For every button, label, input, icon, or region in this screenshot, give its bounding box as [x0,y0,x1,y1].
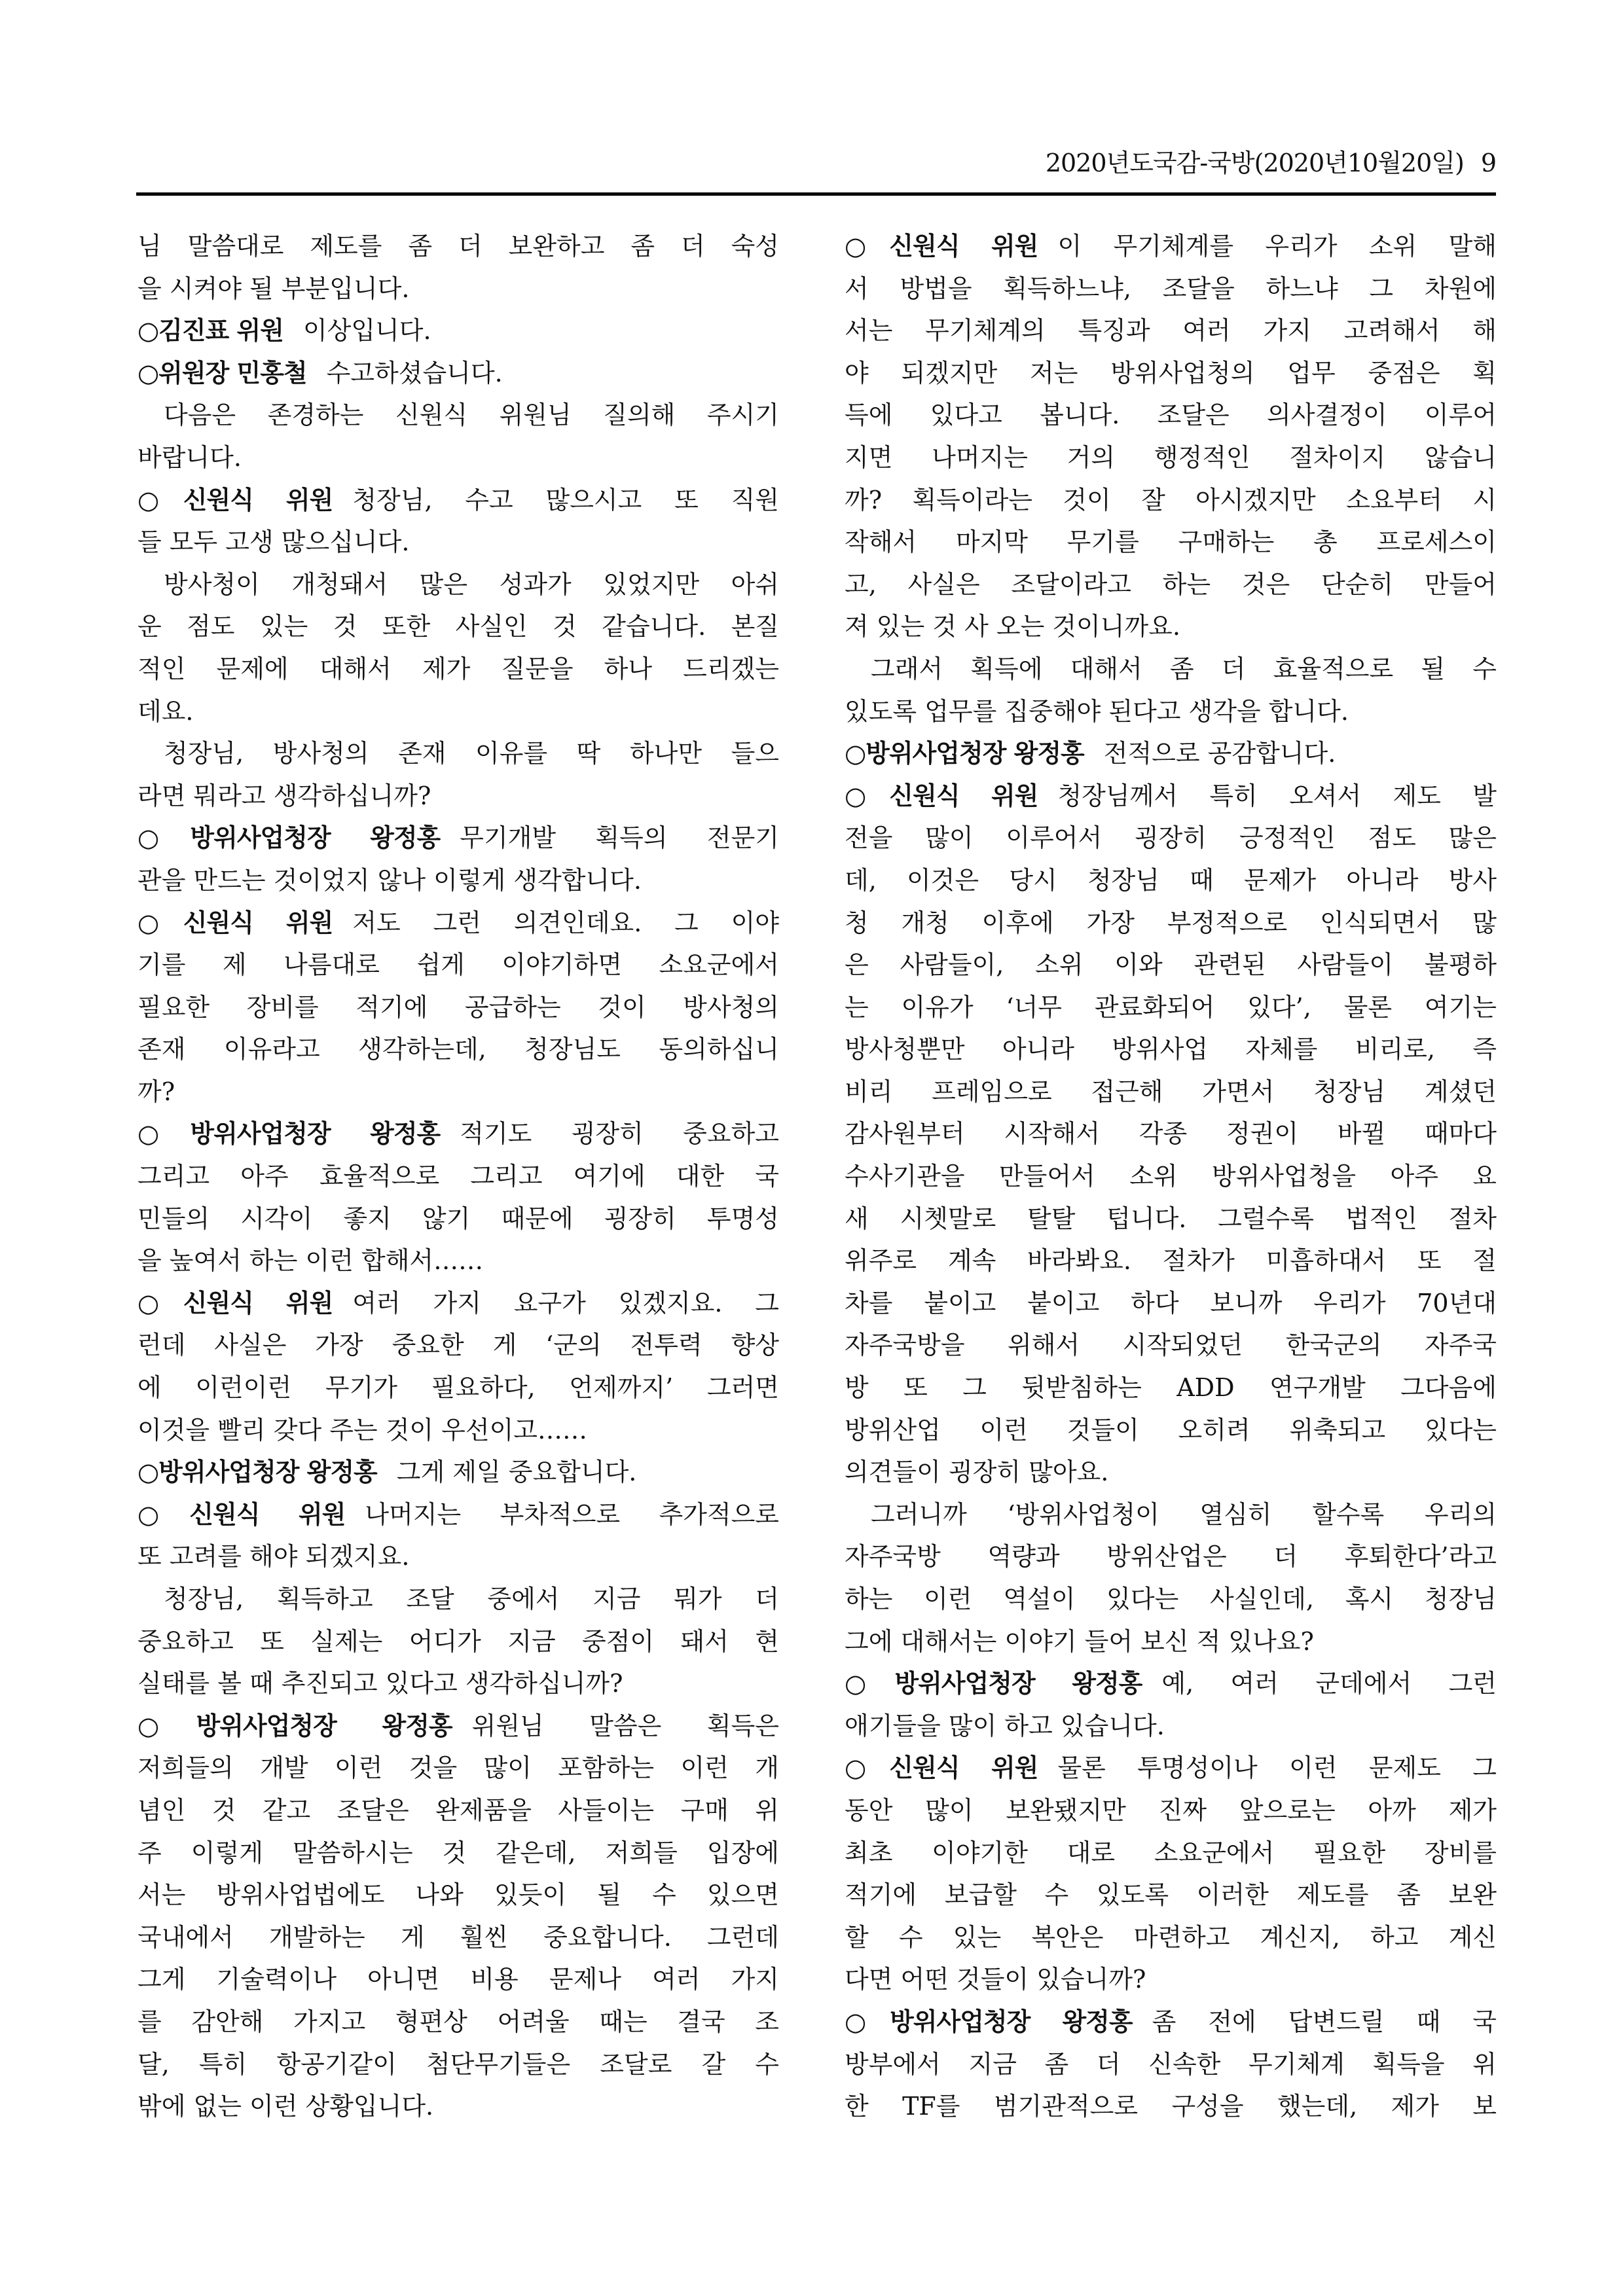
line-text: 청장님, 방사청의 존재 이유를 딱 하나만 들으 [164,739,779,768]
line-text: 무기개발 획득의 전문기 [460,823,779,853]
text-line [845,1958,1497,2001]
text-line [137,521,779,564]
line-text: 서는 방위사업법에도 나와 있듯이 될 수 있으면 [137,1880,779,1910]
header-rule [136,192,1496,196]
speaker-name: ○신원식 위원 [137,908,333,937]
line-text: 이것을 빨리 갖다 주는 것이 우선이고…… [137,1415,588,1444]
text-line [137,691,779,733]
speaker-line [137,1113,779,1155]
speaker-name: ○방위사업청장 왕정홍 [137,1711,452,1740]
text-line [137,775,779,817]
text-line [845,859,1497,902]
line-text: 방사청뿐만 아니라 방위사업 자체를 비리로, 즉 [845,1035,1497,1064]
line-text: 청 개청 이후에 가장 부정적으로 인식되면서 많 [845,908,1497,937]
line-text: 위주로 계속 바라봐요. 절차가 미흡하대서 또 절 [845,1246,1497,1276]
line-text: 할 수 있는 복안은 마련하고 계신지, 하고 계신 [845,1922,1497,1952]
line-text: 애기들을 많이 하고 있습니다. [845,1711,1165,1740]
text-line [137,1747,779,1789]
line-text: 서 방법을 획득하느냐, 조달을 하느냐 그 차원에 [845,274,1497,303]
line-text: 적인 문제에 대해서 제가 질문을 하나 드리겠는 [137,654,779,683]
line-text: 기를 제 나름대로 쉽게 이야기하면 소요군에서 [137,950,779,980]
text-line [137,1409,779,1452]
text-line [845,1409,1497,1452]
line-text: 념인 것 같고 조달은 완제품을 사들이는 구매 위 [137,1795,779,1825]
line-text: 있도록 업무를 집중해야 된다고 생각을 합니다. [845,696,1349,726]
text-line [845,691,1497,733]
text-line [137,1155,779,1198]
speaker-name: ○방위사업청장 왕정홍 [845,739,1084,768]
left-column [137,225,779,2128]
speaker-name: ○신원식 위원 [137,485,333,514]
text-line [137,394,779,437]
speaker-name: ○방위사업청장 왕정홍 [137,1119,441,1149]
text-line [845,1367,1497,1409]
line-text: 수고하셨습니다. [326,358,503,387]
line-text: 고, 사실은 조달이라고 하는 것은 단순히 만들어 [845,569,1497,599]
text-line [845,2043,1497,2086]
line-text: 필요한 장비를 적기에 공급하는 것이 방사청의 [137,992,779,1022]
line-text: 그게 기술력이나 아니면 비용 문제나 여러 가지 [137,1965,779,1994]
text-line [845,1155,1497,1198]
text-line [845,902,1497,944]
text-line [137,225,779,268]
text-line [845,1535,1497,1578]
text-line [845,1240,1497,1282]
text-line [137,1958,779,2001]
line-text: 바랍니다. [137,442,242,472]
text-line [845,817,1497,859]
speaker-line [137,1494,779,1536]
speaker-line [137,902,779,944]
line-text: 자주국방을 위해서 시작되었던 한국군의 자주국 [845,1331,1497,1360]
text-line [845,1324,1497,1367]
text-line [845,605,1497,648]
text-line [137,2085,779,2128]
line-text: 자주국방 역량과 방위산업은 더 후퇴한다’라고 [845,1542,1497,1571]
speaker-line [845,225,1497,268]
text-line [137,1028,779,1071]
line-text: 최초 이야기한 대로 소요군에서 필요한 장비를 [845,1838,1497,1867]
line-text: 그게 제일 중요합니다. [396,1458,637,1487]
line-text: 들 모두 고생 많으십니다. [137,528,410,557]
text-line [137,437,779,479]
text-line [845,1028,1497,1071]
text-line [845,268,1497,310]
line-text: 방 또 그 뒷받침하는 ADD 연구개발 그다음에 [845,1373,1497,1403]
text-line [845,1874,1497,1916]
line-text: 좀 전에 답변드릴 때 국 [1152,2007,1497,2036]
text-line [845,437,1497,479]
line-text: 위원님 말씀은 획득은 [471,1711,780,1740]
text-line [845,479,1497,522]
text-line [845,1198,1497,1240]
text-line [845,1451,1497,1494]
line-text: 다음은 존경하는 신원식 위원님 질의해 주시기 [164,401,779,430]
line-text: 수사기관을 만들어서 소위 방위사업청을 아주 요 [845,1162,1497,1191]
speaker-line [137,817,779,859]
text-line [137,1662,779,1705]
line-text: 런데 사실은 가장 중요한 게 ‘군의 전투력 향상 [137,1331,779,1360]
text-line [137,1578,779,1621]
line-text: 에 이런이런 무기가 필요하다, 언제까지’ 그러면 [137,1373,779,1403]
text-line [137,944,779,986]
speaker-line [845,1747,1497,1789]
text-line [137,1789,779,1832]
line-text: 방위산업 이런 것들이 오히려 위축되고 있다는 [845,1415,1497,1444]
speaker-name: ○신원식 위원 [137,1499,346,1529]
text-line [137,1198,779,1240]
line-text: 야 되겠지만 저는 방위사업청의 업무 중점은 획 [845,358,1497,387]
line-text: 을 높여서 하는 이런 합해서…… [137,1246,484,1276]
speaker-line [137,1705,779,1748]
line-text: 이 무기체계를 우리가 소위 말해 [1057,232,1497,260]
speaker-name: ○신원식 위원 [845,1753,1038,1783]
line-text: 감사원부터 시작해서 각종 정권이 바뀔 때마다 [845,1119,1497,1149]
line-text: 득에 있다고 봅니다. 조달은 의사결정이 이루어 [845,401,1497,430]
text-line [137,1916,779,1959]
text-line [845,1282,1497,1325]
line-text: 을 시켜야 될 부분입니다. [137,274,410,303]
line-text: 운 점도 있는 것 또한 사실인 것 같습니다. 본질 [137,612,779,641]
text-line [137,732,779,775]
text-line [137,1621,779,1663]
line-text: 데, 이것은 당시 청장님 때 문제가 아니라 방사 [845,865,1497,895]
line-text: 청장님께서 특히 오셔서 제도 발 [1057,781,1497,810]
speaker-name: ○신원식 위원 [845,232,1038,260]
header-title: 2020년도국감-국방(2020년10월20일) [1045,149,1464,177]
line-text: 그에 대해서는 이야기 들어 보신 적 있나요? [845,1626,1314,1656]
line-text: 청장님, 획득하고 조달 중에서 지금 뭐가 더 [164,1585,779,1613]
text-line [137,1535,779,1578]
text-line [845,648,1497,691]
running-header [136,143,1496,182]
text-line [845,1578,1497,1621]
line-text: 저희들의 개발 이런 것을 많이 포함하는 이런 개 [137,1753,779,1783]
line-text: 방부에서 지금 좀 더 신속한 무기체계 획득을 위 [845,2049,1497,2079]
line-text: 적기에 보급할 수 있도록 이러한 제도를 좀 보완 [845,1880,1497,1910]
line-text: 지면 나머지는 거의 행정적인 절차이지 않습니 [845,442,1497,472]
line-text: 민들의 시각이 좋지 않기 때문에 굉장히 투명성 [137,1204,779,1233]
line-text: 까? 획득이라는 것이 잘 아시겠지만 소요부터 시 [845,485,1497,514]
line-text: 주 이렇게 말씀하시는 것 같은데, 저희들 입장에 [137,1838,779,1867]
line-text: 님 말씀대로 제도를 좀 더 보완하고 좀 더 숙성 [137,232,779,260]
line-text: 은 사람들이, 소위 이와 관련된 사람들이 불평하 [845,950,1497,980]
speaker-line [137,479,779,522]
speaker-line [137,1282,779,1325]
text-line [845,521,1497,564]
line-text: 관을 만드는 것이었지 않나 이렇게 생각합니다. [137,865,642,895]
line-text: 하는 이런 역설이 있다는 사실인데, 혹시 청장님 [845,1585,1497,1613]
speaker-name: ○위원장 민홍철 [137,358,307,387]
text-line [137,1832,779,1874]
speaker-line [137,352,779,395]
text-line [137,564,779,606]
line-text: 작해서 마지막 무기를 구매하는 총 프로세스이 [845,528,1497,557]
text-line [137,1240,779,1282]
text-line [137,605,779,648]
speaker-name: ○방위사업청장 왕정홍 [137,823,441,853]
speaker-line [845,732,1497,775]
text-line [845,2085,1497,2128]
line-text: 전적으로 공감합니다. [1103,739,1336,768]
line-text: 실태를 볼 때 추진되고 있다고 생각하십니까? [137,1669,623,1698]
text-line [137,1071,779,1113]
text-line [845,1621,1497,1663]
text-line [845,1071,1497,1113]
page-number: 9 [1480,149,1496,177]
line-text: 적기도 굉장히 중요하고 [460,1119,779,1149]
line-text: 달, 특히 항공기같이 첨단무기들은 조달로 갈 수 [137,2049,779,2079]
text-line [845,1916,1497,1959]
line-text: 저도 그런 의견인데요. 그 이야 [352,908,779,937]
text-line [137,648,779,691]
text-line [845,352,1497,395]
text-line [137,2043,779,2086]
speaker-line [845,1662,1497,1705]
right-column [845,225,1497,2128]
line-text: 까? [137,1077,175,1106]
text-line [137,859,779,902]
line-text: 나머지는 부차적으로 추가적으로 [365,1499,779,1529]
line-text: 는 이유가 ‘너무 관료화되어 있다’, 물론 여기는 [845,992,1497,1022]
line-text: 다면 어떤 것들이 있습니까? [845,1965,1146,1994]
line-text: 여러 가지 요구가 있겠지요. 그 [352,1288,779,1318]
text-line [845,1789,1497,1832]
line-text: 동안 많이 보완됐지만 진짜 앞으로는 아까 제가 [845,1795,1497,1825]
line-text: 새 시쳇말로 탈탈 텁니다. 그럴수록 법적인 절차 [845,1204,1497,1233]
line-text: 서는 무기체계의 특징과 여러 가지 고려해서 해 [845,316,1497,346]
text-line [845,1705,1497,1748]
line-text: 전을 많이 이루어서 굉장히 긍정적인 점도 많은 [845,823,1497,853]
line-text: 데요. [137,696,194,726]
line-text: 비리 프레임으로 접근해 가면서 청장님 계셨던 [845,1077,1497,1106]
text-line [845,1832,1497,1874]
line-text: 의견들이 굉장히 많아요. [845,1458,1109,1487]
line-text: 존재 이유라고 생각하는데, 청장님도 동의하십니 [137,1035,779,1064]
line-text: 또 고려를 해야 되겠지요. [137,1542,410,1571]
line-text: 그리고 아주 효율적으로 그리고 여기에 대한 국 [137,1162,779,1191]
speaker-line [845,2001,1497,2043]
text-line [137,1874,779,1916]
text-line [845,310,1497,352]
line-text: 라면 뭐라고 생각하십니까? [137,781,431,810]
speaker-name: ○방위사업청장 왕정홍 [845,2007,1133,2036]
speaker-name: ○신원식 위원 [845,781,1038,810]
line-text: 그러니까 ‘방위사업청이 열심히 할수록 우리의 [871,1499,1497,1529]
line-text: 물론 투명성이나 이런 문제도 그 [1057,1753,1497,1783]
text-line [137,1324,779,1367]
speaker-line [137,310,779,352]
line-text: 국내에서 개발하는 게 훨씬 중요합니다. 그런데 [137,1922,779,1952]
speaker-line [137,1451,779,1494]
text-line [845,944,1497,986]
speaker-name: ○김진표 위원 [137,316,283,346]
line-text: 를 감안해 가지고 형편상 어려울 때는 결국 조 [137,2007,779,2036]
text-line [137,986,779,1029]
line-text: 차를 붙이고 붙이고 하다 보니까 우리가 70년대 [845,1288,1497,1318]
speaker-name: ○신원식 위원 [137,1288,333,1318]
text-line [137,268,779,310]
text-line [845,1113,1497,1155]
line-text: 밖에 없는 이런 상황입니다. [137,2092,434,2121]
line-text: 중요하고 또 실제는 어디가 지금 중점이 돼서 현 [137,1626,779,1656]
speaker-name: ○방위사업청장 왕정홍 [845,1669,1142,1698]
text-line [845,394,1497,437]
line-text: 예, 여러 군데에서 그런 [1161,1669,1497,1698]
speaker-line [845,775,1497,817]
text-line [137,1367,779,1409]
line-text: 그래서 획득에 대해서 좀 더 효율적으로 될 수 [871,654,1497,683]
line-text: 한 TF를 범기관적으로 구성을 했는데, 제가 보 [845,2092,1497,2121]
text-line [845,564,1497,606]
line-text: 이상입니다. [302,316,431,346]
line-text: 방사청이 개청돼서 많은 성과가 있었지만 아쉬 [164,569,779,599]
line-text: 져 있는 것 사 오는 것이니까요. [845,612,1180,641]
text-line [845,1494,1497,1536]
speaker-name: ○방위사업청장 왕정홍 [137,1458,377,1487]
line-text: 청장님, 수고 많으시고 또 직원 [352,485,779,514]
text-line [845,986,1497,1029]
text-line [137,2001,779,2043]
